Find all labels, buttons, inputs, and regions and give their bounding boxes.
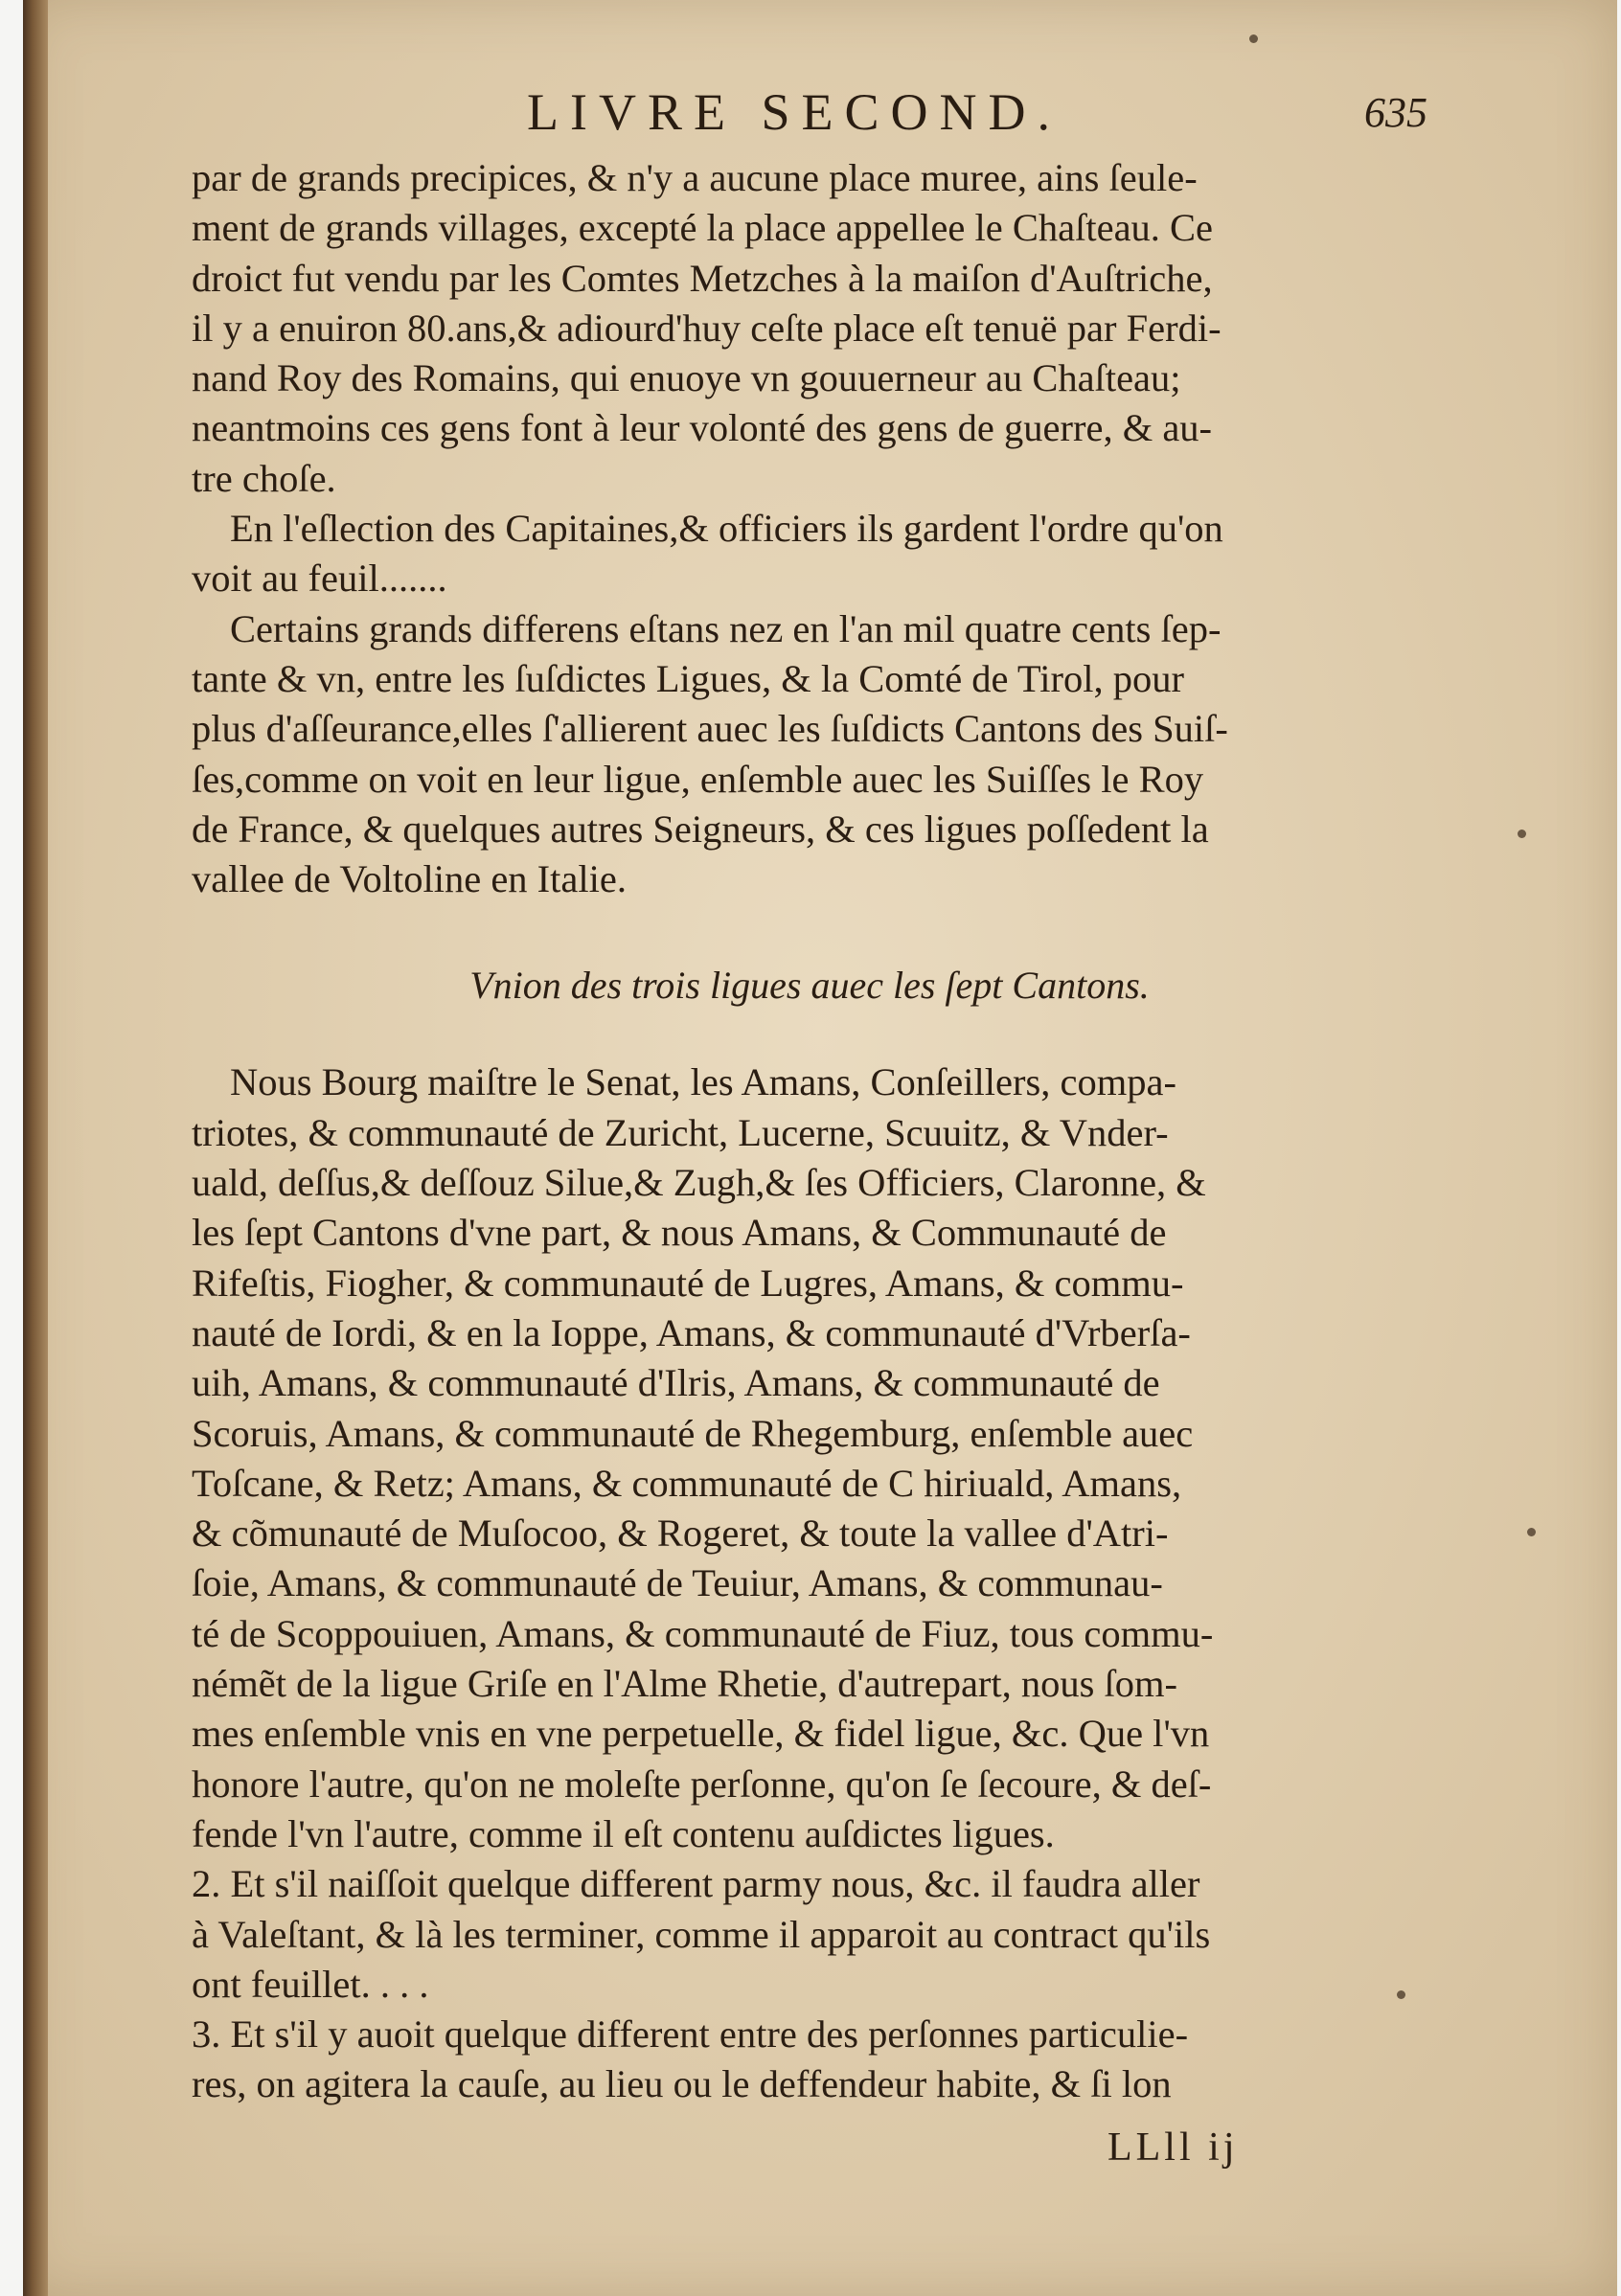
page-number: 635 [1364,89,1427,136]
page-body [192,153,1427,2110]
text-line: 3. Et s'il y auoit quelque different entre des perſonnes particulie- [192,2012,1189,2057]
text-line: à Valeſtant, & là les terminer, comme il apparoit au contract qu'ils [192,1912,1211,1956]
text-line: mes enſemble vnis en vne perpetuelle, & fidel ligue, &c. Que l'vn [192,1712,1210,1756]
text-line: plus d'aſſeurance,elles ſ'allierent auec les ſuſdicts Cantons des Suiſ- [192,707,1228,751]
text-line: uald, deſſus,& deſſouz Silue,& Zugh,& ſes Officiers, Claronne, & [192,1161,1206,1205]
text-line: les ſept Cantons d'vne part, & nous Amans, & Communauté de [192,1211,1167,1255]
text-line: En l'eſlection des Capitaines,& officiers ils gardent l'ordre qu'on [230,507,1223,551]
text-line: de France, & quelques autres Seigneurs, & ces ligues poſſedent la [192,807,1209,851]
ink-speck [1397,1990,1405,1999]
text-line: 2. Et s'il naiſſoit quelque different parmy nous, &c. il faudra aller [192,1862,1200,1906]
text-line: Certains grands differens eſtans nez en l'an mil quatre cents ſep- [230,606,1221,650]
ink-speck [1518,830,1526,838]
text-line: ſes,comme on voit en leur ligue, enſemble auec les Suiſſes le Roy [192,757,1204,801]
text-line: res, on agitera la cauſe, au lieu ou le deffendeur habite, & ſi lon [192,2062,1172,2106]
book-spine [23,0,48,2296]
text-line: Toſcane, & Retz; Amans, & communauté de C hiriuald, Amans, [192,1461,1182,1505]
text-line: Scoruis, Amans, & communauté de Rhegemburg, enſemble auec [192,1411,1194,1455]
text-line: & cõmunauté de Muſocoo, & Rogeret, & toute la vallee d'Atri- [192,1512,1169,1556]
text-line: vallee de Voltoline en Italie. [192,857,627,901]
ink-speck [1249,34,1258,43]
text-line: voit au feuil....... [192,557,447,601]
text-line: tre choſe. [192,456,336,500]
text-line: nand Roy des Romains, qui enuoye vn gouuerneur au Chaſteau; [192,356,1181,400]
text-line: triotes, & communauté de Zuricht, Lucerne, Scuuitz, & Vnder- [192,1110,1169,1154]
text-line: té de Scoppouiuen, Amans, & communauté de Fiuz, tous commu- [192,1611,1214,1655]
text-line: Rifeſtis, Fiogher, & communauté de Lugres, Amans, & commu- [192,1261,1184,1305]
signature-mark: LLll ij [1107,2126,1239,2170]
text-line: uih, Amans, & communauté d'Ilris, Amans, & communauté de [192,1361,1160,1405]
text-line: ont feuillet. . . . [192,1962,429,2006]
page-header [192,79,1427,146]
text-line: némẽt de la ligue Griſe en l'Alme Rhetie, d'autrepart, nous ſom- [192,1662,1178,1706]
text-line: honore l'autre, qu'on ne moleſte perſonne, qu'on ſe ſecoure, & deſ- [192,1762,1212,1806]
text-line: nauté de Iordi, & en la Ioppe, Amans, & communauté d'Vrberſa- [192,1310,1191,1354]
text-line: Nous Bourg maiſtre le Senat, les Amans, Conſeillers, compa- [230,1060,1176,1104]
text-line: il y a enuiron 80.ans,& adiourd'huy ceſte place eſt tenuë par Ferdi- [192,306,1221,350]
text-line: neantmoins ces gens font à leur volonté des gens de guerre, & au- [192,406,1213,450]
section-title: Vnion des trois ligues auec les ſept Cantons. [469,964,1150,1008]
text-line: par de grands precipices, & n'y a aucune place muree, ains ſeule- [192,156,1198,199]
text-line: ment de grands villages, excepté la place appellee le Chaſteau. Ce [192,206,1214,250]
ink-speck [1527,1528,1536,1536]
text-line: tante & vn, entre les ſuſdictes Ligues, & la Comté de Tirol, pour [192,656,1184,700]
running-title: LIVRE SECOND. [527,83,1062,141]
text-line: fende l'vn l'autre, comme il eſt contenu auſdictes ligues. [192,1811,1055,1855]
text-line: ſoie, Amans, & communauté de Teuiur, Amans, & communau- [192,1561,1163,1605]
text-line: droict fut vendu par les Comtes Metzches à la maiſon d'Auſtriche, [192,256,1213,300]
book-page [23,0,1617,2296]
